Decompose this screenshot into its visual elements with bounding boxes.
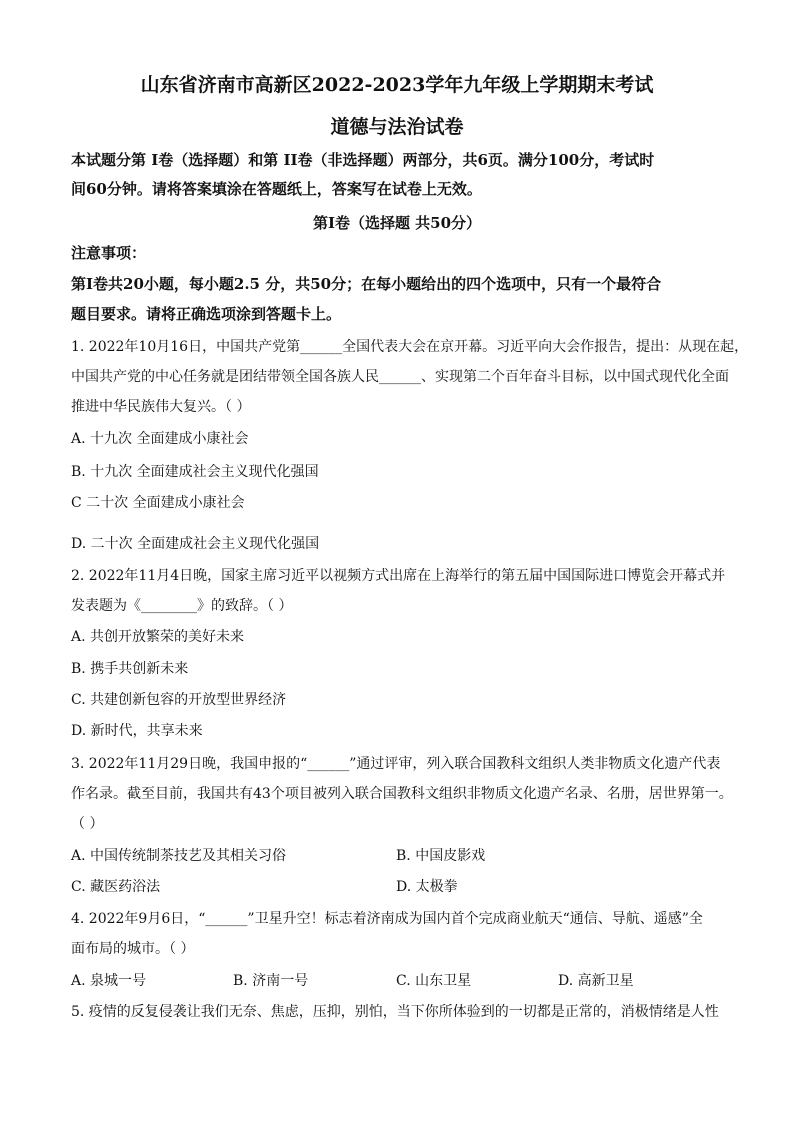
question-1-option-d: D. 二十次 全面建成社会主义现代化强国 xyxy=(71,536,320,552)
exam-subtitle: 道德与法治试卷 xyxy=(330,116,464,138)
question-1-option-a: A. 十九次 全面建成小康社会 xyxy=(71,431,249,447)
intro-line-1: 本试题分第 I卷（选择题）和第 II卷（非选择题）两部分，共6页。满分100分，考试时 xyxy=(71,151,655,169)
notice-line-2: 题目要求。请将正确选项涂到答题卡上。 xyxy=(71,305,342,323)
question-4-option-a: A. 泉城一号 xyxy=(71,973,147,989)
section-heading: 第I卷（选择题 共50分） xyxy=(312,214,482,232)
question-3-option-b: B. 中国皮影戏 xyxy=(396,848,486,864)
question-1-option-b: B. 十九次 全面建成社会主义现代化强国 xyxy=(71,464,319,480)
question-4-line-1: 4. 2022年9月6日，“______”卫星升空！标志着济南成为国内首个完成商业航天“通信、导航、遥感”全 xyxy=(71,911,703,927)
question-4-line-2: 面布局的城市。（ ） xyxy=(71,941,195,957)
intro-line-2: 间60分钟。请将答案填涂在答题纸上，答案写在试卷上无效。 xyxy=(71,180,482,198)
notice-label: 注意事项： xyxy=(71,244,147,262)
question-1-line-2: 中国共产党的中心任务就是团结带领全国各族人民______、实现第二个百年奋斗目标，以中国式现代化全面 xyxy=(71,369,729,385)
question-3-option-d: D. 太极拳 xyxy=(396,879,458,895)
question-2-line-1: 2. 2022年11月4日晚，国家主席习近平以视频方式出席在上海举行的第五届中国国际进口博览会开幕式并 xyxy=(71,568,726,584)
notice-line-1: 第I卷共20小题，每小题2.5 分，共50分；在每小题给出的四个选项中，只有一个最符合 xyxy=(71,275,662,293)
question-2-option-a: A. 共创开放繁荣的美好未来 xyxy=(71,629,245,645)
question-1-line-3: 推进中华民族伟大复兴。（ ） xyxy=(71,399,251,415)
question-2-line-2: 发表题为《________》的致辞。（ ） xyxy=(71,598,293,614)
question-5-line-1: 5. 疫情的反复侵袭让我们无奈、焦虑，压抑，别怕，当下你所体验到的一切都是正常的，消极情绪是人性 xyxy=(71,1004,719,1020)
question-4-option-b: B. 济南一号 xyxy=(233,973,309,989)
question-3-option-a: A. 中国传统制茶技艺及其相关习俗 xyxy=(71,848,287,864)
question-1-option-c: C 二十次 全面建成小康社会 xyxy=(71,495,245,511)
question-3-line-3: （ ） xyxy=(71,816,104,832)
question-4-option-c: C. 山东卫星 xyxy=(396,973,472,989)
exam-title: 山东省济南市高新区2022-2023学年九年级上学期期末考试 xyxy=(140,74,654,96)
question-3-line-1: 3. 2022年11月29日晚，我国申报的“______”通过评审，列入联合国教科文组织人类非物质文化遗产代表 xyxy=(71,756,721,772)
question-2-option-b: B. 携手共创新未来 xyxy=(71,661,189,677)
question-1-line-1: 1. 2022年10月16日，中国共产党第______全国代表大会在京开幕。习近平向大会作报告，提出：从现在起， xyxy=(71,339,749,355)
question-4-option-d: D. 高新卫星 xyxy=(558,973,634,989)
question-3-line-2: 作名录。截至目前，我国共有43个项目被列入联合国教科文组织非物质文化遗产名录、名册，居世界第一。 xyxy=(71,786,733,802)
question-2-option-c: C. 共建创新包容的开放型世界经济 xyxy=(71,692,287,708)
question-2-option-d: D. 新时代，共享未来 xyxy=(71,723,203,739)
question-3-option-c: C. 藏医药浴法 xyxy=(71,879,161,895)
